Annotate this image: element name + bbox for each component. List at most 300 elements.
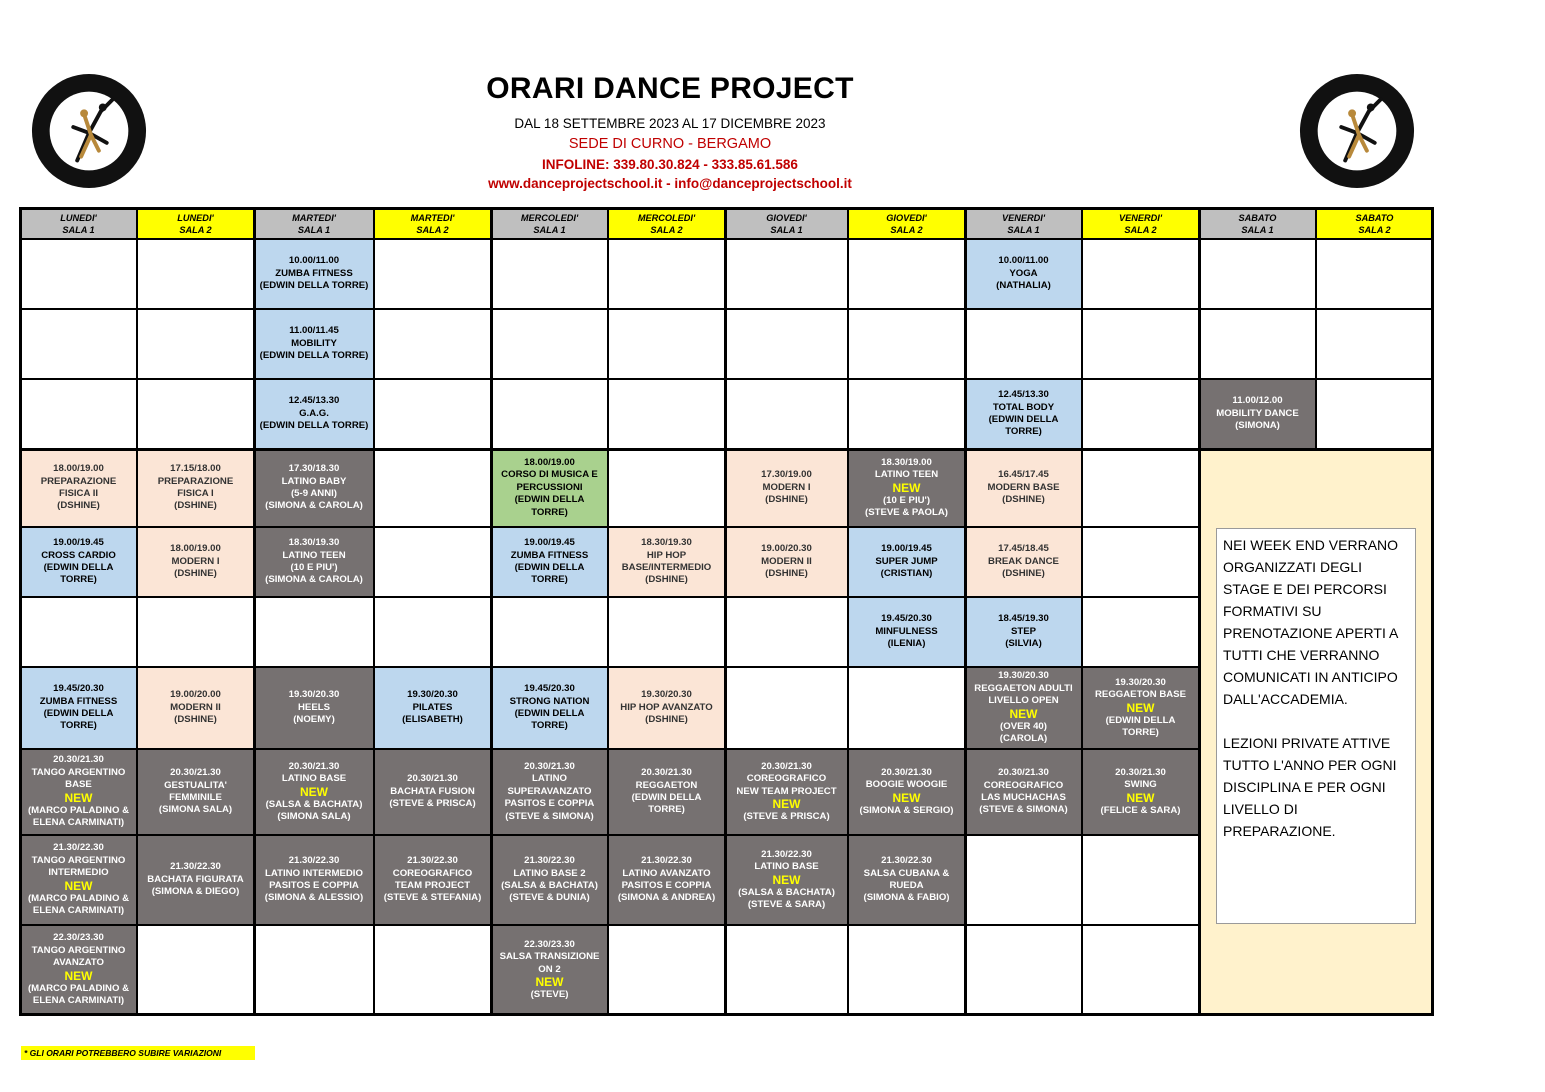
class-detail: ZUMBA FITNESS [39, 695, 118, 707]
class-detail: ELENA CARMINATI) [32, 905, 125, 917]
class-time: 21.30/22.30 [881, 855, 932, 867]
empty-slot [725, 925, 848, 1015]
class-detail: (EDWIN DELLA TORRE) [259, 420, 369, 432]
class-detail: ZUMBA FITNESS [510, 549, 589, 561]
column-room: SALA 1 [533, 224, 566, 235]
class-detail: (SIMONA & DIEGO) [151, 886, 240, 898]
class-detail: (STEVE) [530, 988, 569, 1000]
class-time: 17.30/18.30 [288, 463, 340, 475]
class-detail: AVANZATO [53, 957, 104, 969]
class-detail: (EDWIN DELLA [514, 562, 585, 573]
empty-slot [491, 597, 608, 667]
class-detail: (SIMONA & ANDREA) [617, 892, 716, 904]
class-detail: (EDWIN DELLA TORRE) [259, 350, 369, 362]
class-slot[interactable] [965, 667, 1082, 749]
empty-slot [1082, 527, 1199, 597]
class-time: 17.30/19.00 [761, 469, 812, 481]
class-detail: ZUMBA FITNESS [275, 267, 353, 279]
class-detail: SUPER JUMP [875, 555, 938, 567]
class-detail: (ELISABETH) [402, 714, 463, 726]
class-slot[interactable] [20, 835, 137, 925]
class-detail: LATINO [532, 773, 567, 785]
class-time: 19.00/20.00 [170, 689, 221, 701]
class-detail: MINFULNESS [875, 625, 938, 637]
class-detail: (CRISTIAN) [880, 568, 933, 580]
class-time: 19.45/20.30 [881, 613, 932, 625]
new-badge: NEW [772, 796, 801, 811]
empty-slot [1082, 379, 1199, 449]
empty-slot [725, 309, 848, 379]
class-slot[interactable] [1199, 379, 1316, 449]
class-time: 20.30/21.30 [1115, 766, 1166, 778]
class-slot[interactable] [491, 835, 608, 925]
class-time: 12.45/13.30 [288, 395, 340, 407]
class-detail: (ILENIA) [887, 638, 926, 650]
class-detail: TORRE) [1122, 726, 1159, 738]
class-slot[interactable] [491, 449, 608, 527]
class-detail: GESTUALITA' [164, 779, 227, 791]
new-badge: NEW [535, 974, 564, 989]
class-detail: (EDWIN DELLA [988, 414, 1059, 425]
empty-slot [491, 239, 608, 309]
class-detail: (MARCO PALADINO & [27, 804, 130, 816]
class-detail: (SIMONA SALA) [277, 810, 351, 822]
class-detail: MODERN I [171, 555, 220, 567]
class-detail: HIP HOP AVANZATO [620, 701, 713, 713]
column-day: MARTEDI' [292, 212, 336, 223]
class-detail: (MARCO PALADINO & [27, 982, 130, 994]
class-detail: INTERMEDIO [48, 867, 109, 879]
class-slot[interactable] [965, 597, 1082, 667]
class-slot[interactable] [848, 749, 965, 835]
class-detail: (SIMONA & ALESSIO) [264, 892, 364, 904]
class-time: 18.00/19.00 [524, 456, 575, 468]
class-detail: (DSHINE) [57, 500, 100, 512]
new-badge: NEW [64, 878, 93, 893]
empty-slot [20, 239, 137, 309]
class-detail: MODERN I [762, 481, 811, 493]
class-slot[interactable] [491, 527, 608, 597]
empty-slot [1082, 309, 1199, 379]
class-detail: (STEVE & STEFANIA) [383, 892, 482, 904]
new-badge: NEW [772, 872, 801, 887]
new-badge: NEW [300, 784, 328, 799]
class-detail: PREPARAZIONE [157, 475, 234, 487]
column-day: GIOVEDI' [886, 212, 927, 223]
class-detail: PERCUSSIONI [516, 481, 583, 493]
class-time: 19.00/20.30 [761, 543, 812, 555]
class-time: 22.30/23.30 [53, 932, 104, 944]
column-room: SALA 2 [650, 224, 683, 235]
class-detail: (SALSA & BACHATA) [265, 798, 363, 810]
class-detail: LATINO TEEN [282, 549, 346, 561]
class-detail: (SALSA & BACHATA) [738, 886, 835, 898]
class-slot[interactable] [20, 667, 137, 749]
column-room: SALA 2 [416, 224, 449, 235]
weekend-note: NEI WEEK END VERRANO ORGANIZZATI DEGLI STAGE E DEI PERCORSI FORMATIVI SU PRENOTAZIONE APERTI A TUTTI CHE VERRANNO COMUNICATI IN ANTICIPO DALL'ACCADEMIA. LEZIONI PRIVATE ATTIVE TUTTO L'ANNO PER OGNI DISCIPLINA E PER OGNI LIVELLO DI PREPARAZIONE. [1216, 528, 1416, 924]
column-day: MERCOLEDI' [520, 212, 579, 223]
class-detail: BASE/INTERMEDIO [621, 562, 712, 573]
class-detail: COREOGRAFICO [983, 779, 1064, 791]
class-slot[interactable] [848, 527, 965, 597]
class-time: 18.30/19.30 [288, 537, 340, 549]
column-header [254, 208, 374, 239]
class-slot[interactable] [491, 749, 608, 835]
class-slot[interactable] [848, 835, 965, 925]
empty-slot [965, 835, 1082, 925]
class-slot[interactable] [374, 667, 491, 749]
class-slot[interactable] [20, 449, 137, 527]
class-detail: TORRE) [648, 804, 685, 816]
empty-slot [608, 449, 725, 527]
class-time: 20.30/21.30 [170, 767, 221, 779]
class-detail: (SIMONA & SERGIO) [859, 804, 954, 816]
class-detail: ELENA CARMINATI) [32, 817, 125, 829]
column-header [1199, 208, 1316, 239]
column-room: SALA 2 [890, 224, 923, 235]
class-time: 21.30/22.30 [761, 848, 812, 860]
class-detail: PASITOS E COPPIA [621, 880, 712, 891]
class-time: 20.30/21.30 [998, 767, 1049, 779]
section-divider [490, 207, 493, 1016]
class-detail: (EDWIN DELLA [43, 708, 114, 719]
class-detail: RUEDA [889, 880, 924, 891]
class-detail: LATINO BABY [281, 475, 347, 487]
class-detail: SWING [1124, 779, 1157, 791]
class-time: 12.45/13.30 [998, 389, 1049, 401]
website-email-link[interactable]: www.danceprojectschool.it - info@danceprojectschool.it [488, 176, 852, 191]
column-day: VENERDI' [1118, 212, 1163, 223]
class-detail: SUPERAVANZATO [507, 785, 592, 797]
column-day: LUNEDI' [60, 212, 97, 223]
class-slot[interactable] [608, 835, 725, 925]
class-detail: CROSS CARDIO [41, 549, 116, 561]
class-slot[interactable] [20, 749, 137, 835]
class-detail: PREPARAZIONE [40, 475, 117, 487]
class-detail: PASITOS E COPPIA [504, 798, 595, 810]
class-time: 21.30/22.30 [641, 855, 692, 867]
class-detail: (STEVE & SIMONA) [505, 810, 594, 822]
class-slot[interactable] [608, 749, 725, 835]
empty-slot [137, 597, 254, 667]
class-detail: (SIMONA & CAROLA) [265, 574, 363, 586]
class-detail: (DSHINE) [645, 574, 688, 586]
class-detail: LATINO BASE 2 [513, 867, 586, 879]
class-time: 16.45/17.45 [998, 469, 1049, 481]
column-day: VENERDI' [1001, 212, 1046, 223]
column-day: MERCOLEDI' [637, 212, 696, 223]
class-detail: (10 E PIU') [290, 562, 338, 573]
column-header [848, 208, 965, 239]
class-slot[interactable] [137, 835, 254, 925]
column-day: GIOVEDI' [766, 212, 807, 223]
class-detail: (STEVE & SARA) [747, 898, 826, 910]
class-time: 17.45/18.45 [998, 543, 1049, 555]
section-divider [964, 207, 967, 1016]
column-header [137, 208, 254, 239]
class-detail: (STEVE & SIMONA) [979, 804, 1068, 816]
class-detail: G.A.G. [299, 407, 329, 419]
class-time: 10.00/11.00 [998, 255, 1049, 267]
class-time: 19.30/20.30 [288, 689, 340, 701]
empty-slot [848, 667, 965, 749]
class-detail: (EDWIN DELLA [43, 562, 114, 573]
class-detail: BACHATA FIGURATA [147, 873, 244, 885]
column-day: MARTEDI' [410, 212, 455, 223]
class-time: 18.00/19.00 [53, 463, 104, 475]
class-time: 21.30/22.30 [524, 855, 575, 867]
class-slot[interactable] [374, 835, 491, 925]
class-detail: PILATES [412, 701, 453, 713]
class-detail: BASE [65, 779, 92, 791]
section-divider [1198, 207, 1201, 1016]
empty-slot [1082, 597, 1199, 667]
class-slot[interactable] [725, 449, 848, 527]
class-detail: (STEVE & PAOLA) [865, 506, 948, 518]
empty-slot [965, 925, 1082, 1015]
new-badge: NEW [1126, 790, 1155, 805]
class-detail: SALSA TRANSIZIONE [499, 951, 600, 963]
new-badge: NEW [64, 790, 93, 805]
empty-slot [725, 239, 848, 309]
empty-slot [725, 597, 848, 667]
empty-slot [374, 239, 491, 309]
class-detail: HIP HOP [646, 549, 687, 561]
empty-slot [20, 379, 137, 449]
class-slot[interactable] [608, 527, 725, 597]
class-detail: HEELS [298, 701, 330, 713]
class-detail: (EDWIN DELLA [1105, 714, 1176, 726]
new-badge: NEW [1009, 706, 1038, 721]
class-detail: MOBILITY DANCE [1216, 407, 1299, 419]
class-slot[interactable] [254, 239, 374, 309]
class-slot[interactable] [965, 527, 1082, 597]
class-detail: TANGO ARGENTINO [31, 944, 126, 956]
school-location: SEDE DI CURNO - BERGAMO [568, 136, 772, 152]
class-detail: TORRE) [531, 574, 568, 586]
column-header [491, 208, 608, 239]
class-detail: NEW TEAM PROJECT [736, 785, 837, 797]
class-detail: (SIMONA) [1235, 420, 1280, 432]
class-slot[interactable] [848, 597, 965, 667]
class-slot[interactable] [20, 925, 137, 1015]
class-detail: SALSA CUBANA & [863, 867, 950, 879]
class-detail: TOTAL BODY [992, 401, 1055, 413]
class-slot[interactable] [1082, 749, 1199, 835]
class-time: 19.45/20.30 [53, 683, 104, 695]
class-detail: (10 E PIU') [882, 494, 931, 506]
empty-slot [1316, 309, 1433, 379]
class-detail: TORRE) [60, 720, 97, 732]
class-slot[interactable] [20, 527, 137, 597]
class-time: 20.30/21.30 [761, 760, 812, 772]
class-time: 22.30/23.30 [524, 938, 575, 950]
empty-slot [374, 925, 491, 1015]
class-time: 17.15/18.00 [170, 463, 221, 475]
class-detail: (DSHINE) [765, 568, 808, 580]
class-time: 10.00/11.00 [288, 255, 340, 267]
class-slot[interactable] [848, 449, 965, 527]
class-detail: BOOGIE WOOGIE [865, 779, 948, 791]
class-detail: TORRE) [531, 720, 568, 732]
class-detail: LIVELLO OPEN [988, 695, 1059, 707]
empty-slot [20, 597, 137, 667]
class-time: 18.30/19.30 [641, 537, 692, 549]
class-time: 19.00/19.45 [53, 537, 104, 549]
class-detail: (OVER 40) [1000, 720, 1047, 732]
class-detail: ELENA CARMINATI) [32, 995, 125, 1007]
empty-slot [1199, 239, 1316, 309]
class-slot[interactable] [965, 379, 1082, 449]
class-slot[interactable] [965, 449, 1082, 527]
empty-slot [725, 379, 848, 449]
empty-slot [20, 309, 137, 379]
empty-slot [965, 309, 1082, 379]
class-detail: (STEVE & PRISCA) [743, 810, 830, 822]
empty-slot [608, 309, 725, 379]
empty-slot [374, 379, 491, 449]
empty-slot [1316, 239, 1433, 309]
class-detail: TANGO ARGENTINO [31, 854, 126, 866]
empty-slot [374, 309, 491, 379]
footer-note: * GLI ORARI POTREBBERO SUBIRE VARIAZIONI [21, 1046, 255, 1060]
class-time: 11.00/11.45 [289, 325, 339, 337]
empty-slot [1082, 239, 1199, 309]
class-slot[interactable] [725, 749, 848, 835]
column-room: SALA 1 [1007, 224, 1040, 235]
class-detail: COREOGRAFICO [746, 773, 827, 785]
empty-slot [1316, 379, 1433, 449]
class-time: 20.30/21.30 [524, 760, 575, 772]
empty-slot [137, 379, 254, 449]
class-detail: (SIMONA SALA) [158, 804, 233, 816]
class-detail: CORSO DI MUSICA E [501, 469, 598, 481]
empty-slot [491, 379, 608, 449]
class-detail: REGGAETON BASE [1095, 689, 1186, 701]
class-detail: (NATHALIA) [996, 280, 1051, 292]
empty-slot [848, 379, 965, 449]
class-detail: MODERN BASE [987, 481, 1060, 493]
class-detail: TANGO ARGENTINO [31, 766, 126, 778]
class-detail: STRONG NATION [509, 695, 590, 707]
class-detail: TORRE) [60, 574, 97, 586]
column-room: SALA 2 [1358, 224, 1391, 235]
class-slot[interactable] [725, 835, 848, 925]
class-slot[interactable] [254, 379, 374, 449]
class-slot[interactable] [137, 667, 254, 749]
section-divider [724, 207, 727, 1016]
column-header [1082, 208, 1199, 239]
class-detail: (DSHINE) [645, 714, 688, 726]
column-day: SABATO [1238, 212, 1277, 223]
empty-slot [848, 925, 965, 1015]
class-slot[interactable] [965, 239, 1082, 309]
column-header [965, 208, 1082, 239]
class-detail: ON 2 [538, 963, 561, 975]
class-slot[interactable] [254, 749, 374, 835]
class-detail: LATINO INTERMEDIO [265, 867, 363, 879]
infoline-phones: INFOLINE: 339.80.30.824 - 333.85.61.586 [542, 157, 798, 172]
class-slot[interactable] [965, 749, 1082, 835]
class-detail: (SALSA & BACHATA) [501, 880, 598, 891]
class-detail: (DSHINE) [1002, 568, 1045, 580]
class-slot[interactable] [491, 925, 608, 1015]
class-detail: REGGAETON ADULTI [974, 682, 1073, 694]
class-time: 21.30/22.30 [288, 855, 340, 867]
class-detail: (DSHINE) [1002, 494, 1045, 506]
class-time: 20.30/21.30 [53, 754, 104, 766]
class-detail: (FELICE & SARA) [1100, 804, 1181, 816]
class-detail: LAS MUCHACHAS [981, 792, 1066, 803]
class-time: 19.30/20.30 [641, 689, 692, 701]
empty-slot [1082, 835, 1199, 925]
empty-slot [137, 309, 254, 379]
class-detail: (DSHINE) [174, 500, 217, 512]
column-header [608, 208, 725, 239]
schedule-period: DAL 18 SETTEMBRE 2023 AL 17 DICEMBRE 2023 [514, 116, 826, 131]
class-detail: MOBILITY [291, 337, 337, 349]
class-detail: LATINO TEEN [874, 469, 939, 481]
column-day: SABATO [1355, 212, 1394, 223]
class-detail: (5-9 ANNI) [290, 488, 337, 499]
class-slot[interactable] [608, 667, 725, 749]
class-time: 20.30/21.30 [288, 760, 340, 772]
class-time: 21.30/22.30 [53, 842, 104, 854]
class-slot[interactable] [1082, 667, 1199, 749]
class-detail: (EDWIN DELLA [514, 494, 585, 506]
class-slot[interactable] [254, 449, 374, 527]
class-time: 19.30/20.30 [998, 670, 1049, 682]
class-detail: BACHATA FUSION [390, 785, 475, 797]
class-detail: LATINO BASE [754, 861, 819, 873]
empty-slot [374, 527, 491, 597]
class-slot[interactable] [137, 449, 254, 527]
new-badge: NEW [64, 968, 93, 983]
class-slot[interactable] [254, 527, 374, 597]
empty-slot [137, 239, 254, 309]
empty-slot [608, 597, 725, 667]
section-divider [19, 207, 22, 1016]
class-detail: FISICA II [58, 488, 99, 499]
school-logo-right [1298, 72, 1416, 190]
class-slot[interactable] [137, 749, 254, 835]
class-time: 19.00/19.45 [881, 543, 932, 555]
class-detail: (STEVE & PRISCA) [389, 798, 476, 810]
class-detail: (NOEMY) [293, 714, 335, 726]
class-time: 19.30/20.30 [407, 689, 458, 701]
class-slot[interactable] [254, 667, 374, 749]
class-slot[interactable] [725, 527, 848, 597]
empty-slot [1082, 449, 1199, 527]
class-slot[interactable] [254, 835, 374, 925]
empty-slot [608, 239, 725, 309]
class-time: 18.45/19.30 [998, 613, 1049, 625]
class-detail: (DSHINE) [765, 494, 808, 506]
class-slot[interactable] [137, 527, 254, 597]
new-badge: NEW [892, 480, 921, 495]
class-detail: PASITOS E COPPIA [269, 880, 359, 891]
page-title: ORARI DANCE PROJECT [486, 72, 854, 105]
class-slot[interactable] [491, 667, 608, 749]
new-badge: NEW [892, 790, 921, 805]
class-detail: REGGAETON [635, 779, 698, 791]
class-time: 11.00/12.00 [1232, 395, 1283, 407]
class-slot[interactable] [374, 749, 491, 835]
class-time: 19.30/20.30 [1115, 676, 1166, 688]
column-header [20, 208, 137, 239]
class-detail: (EDWIN DELLA [514, 708, 585, 719]
class-slot[interactable] [254, 309, 374, 379]
